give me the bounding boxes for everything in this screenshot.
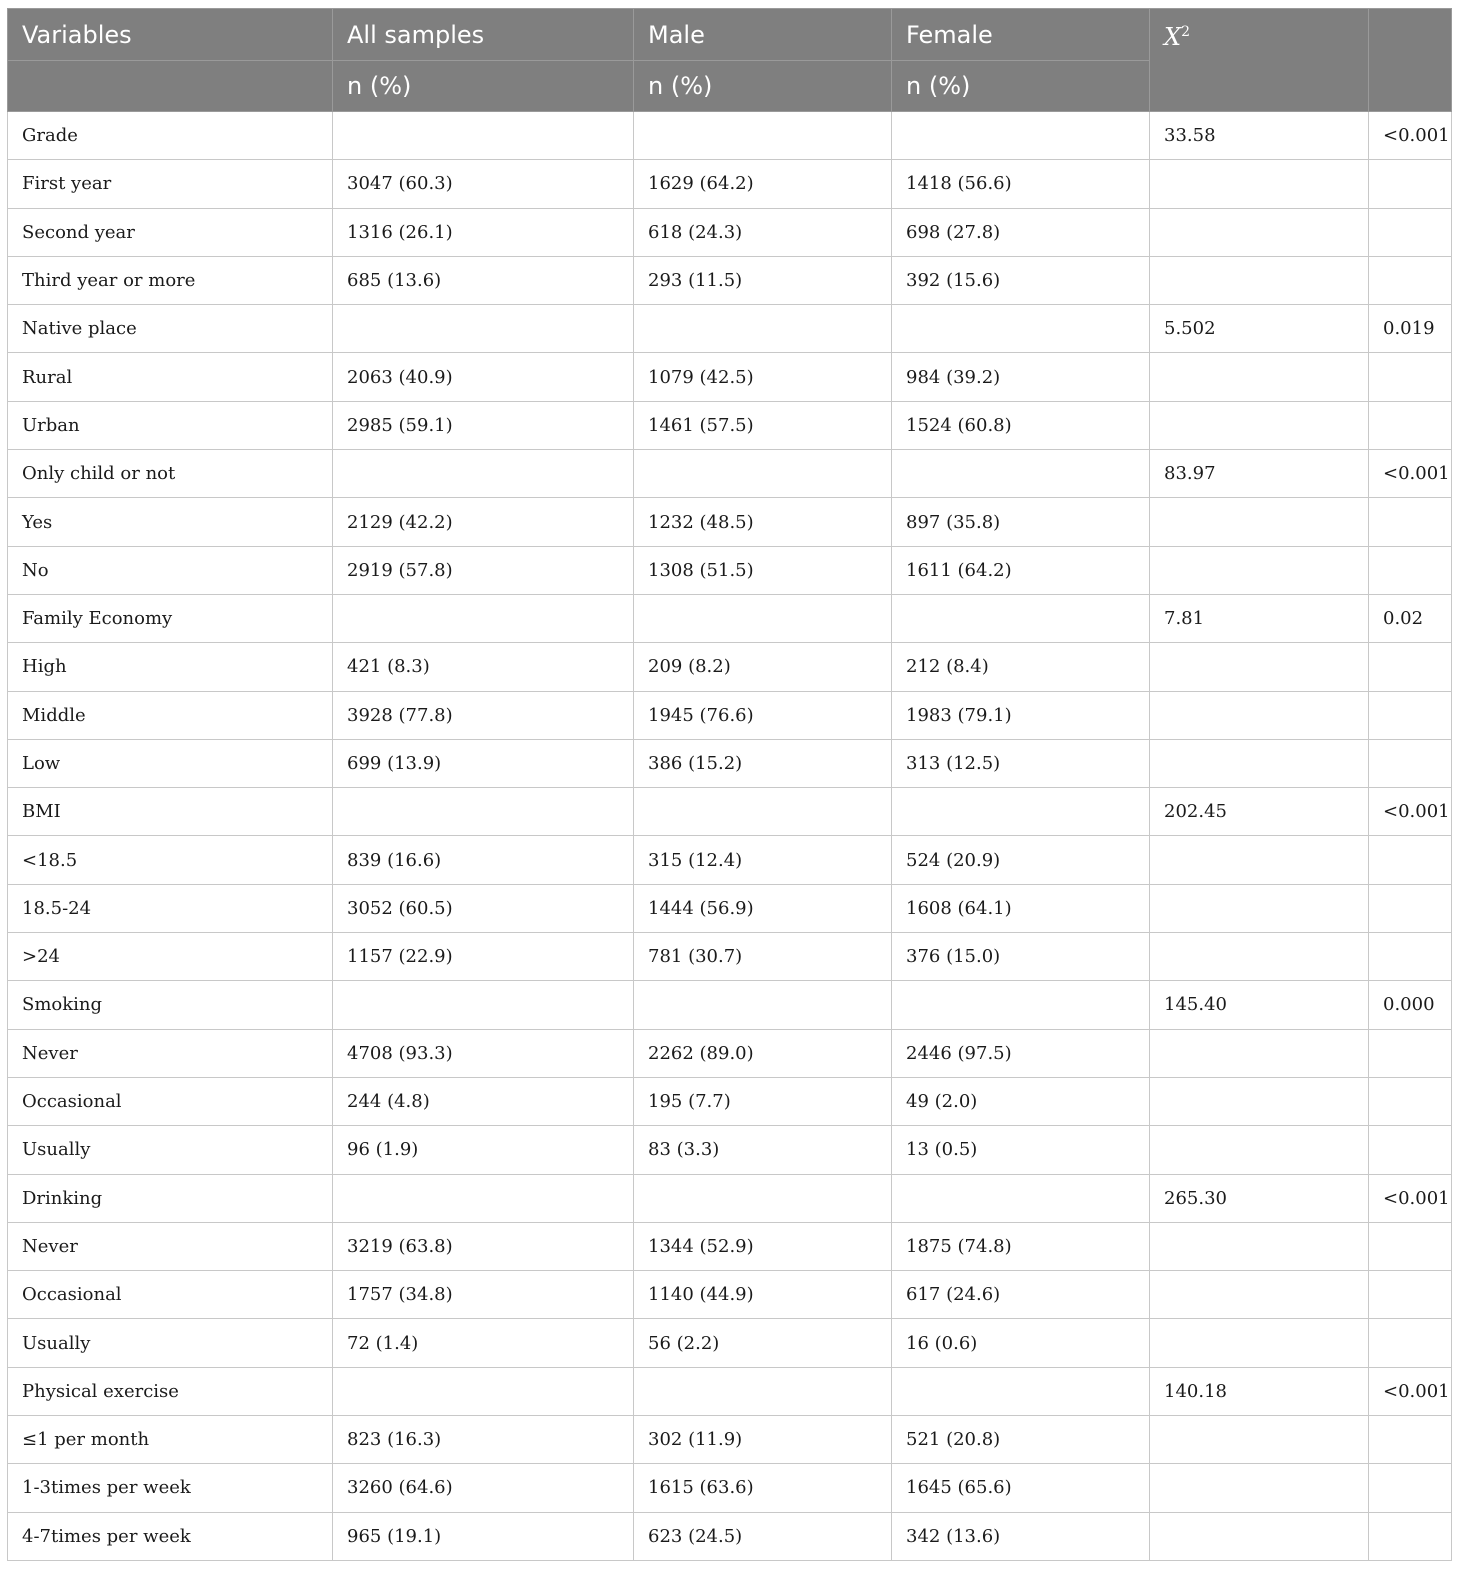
p-value-cell [1369,739,1452,787]
variable-cell: 1-3times per week [8,1464,333,1512]
table-header [8,9,1452,112]
all-samples-cell: 685 (13.6) [333,256,634,304]
header-variables: Variables [8,9,333,61]
female-cell [892,594,1150,642]
variable-cell: Grade [8,112,333,160]
all-samples-cell: 3928 (77.8) [333,691,634,739]
variable-cell: Usually [8,1126,333,1174]
male-cell: 1615 (63.6) [634,1464,892,1512]
header-all-samples-unit: n (%) [333,61,634,112]
all-samples-cell: 699 (13.9) [333,739,634,787]
female-cell: 521 (20.8) [892,1416,1150,1464]
all-samples-cell: 1157 (22.9) [333,933,634,981]
chi-square-cell [1150,1222,1369,1270]
male-cell [634,981,892,1029]
table-row [8,1029,1452,1077]
variable-cell: Smoking [8,981,333,1029]
female-cell [892,450,1150,498]
chi-square-cell [1150,1512,1369,1560]
p-value-cell [1369,1512,1452,1560]
all-samples-cell [333,1174,634,1222]
male-cell: 1140 (44.9) [634,1271,892,1319]
chi-square-cell [1150,643,1369,691]
female-cell [892,981,1150,1029]
chi-square-superscript: 2 [1181,24,1191,40]
table-row [8,884,1452,932]
table-row [8,1319,1452,1367]
table-row [8,1367,1452,1415]
female-cell: 16 (0.6) [892,1319,1150,1367]
chi-square-cell: 33.58 [1150,112,1369,160]
female-cell: 376 (15.0) [892,933,1150,981]
male-cell: 618 (24.3) [634,208,892,256]
all-samples-cell: 1316 (26.1) [333,208,634,256]
header-chi-square [1150,9,1369,112]
table-row [8,305,1452,353]
variable-cell: ≤1 per month [8,1416,333,1464]
all-samples-cell: 2985 (59.1) [333,401,634,449]
all-samples-cell [333,112,634,160]
variable-cell: High [8,643,333,691]
table-row [8,691,1452,739]
p-value-cell: 0.000 [1369,981,1452,1029]
table-row [8,401,1452,449]
table-row [8,1077,1452,1125]
male-cell: 1079 (42.5) [634,353,892,401]
table-row [8,1512,1452,1560]
variable-cell: Urban [8,401,333,449]
all-samples-cell: 3047 (60.3) [333,160,634,208]
table-row [8,112,1452,160]
chi-square-cell [1150,401,1369,449]
table-row [8,739,1452,787]
all-samples-cell [333,1367,634,1415]
variable-cell: Low [8,739,333,787]
p-value-cell [1369,498,1452,546]
male-cell: 1308 (51.5) [634,546,892,594]
variable-cell: Occasional [8,1271,333,1319]
table-row [8,1126,1452,1174]
all-samples-cell: 3219 (63.8) [333,1222,634,1270]
chi-square-cell: 140.18 [1150,1367,1369,1415]
table-row [8,643,1452,691]
table-row [8,160,1452,208]
female-cell [892,788,1150,836]
table-row [8,1271,1452,1319]
chi-square-cell [1150,1077,1369,1125]
chi-square-cell [1150,1319,1369,1367]
all-samples-cell: 2919 (57.8) [333,546,634,594]
p-value-cell [1369,1319,1452,1367]
male-cell [634,112,892,160]
all-samples-cell: 4708 (93.3) [333,1029,634,1077]
female-cell: 1418 (56.6) [892,160,1150,208]
p-value-cell [1369,1029,1452,1077]
variable-cell: Occasional [8,1077,333,1125]
female-cell: 1611 (64.2) [892,546,1150,594]
p-value-cell: <0.001 [1369,112,1452,160]
chi-square-cell [1150,691,1369,739]
table-row [8,933,1452,981]
p-value-cell [1369,691,1452,739]
male-cell: 623 (24.5) [634,1512,892,1560]
female-cell: 13 (0.5) [892,1126,1150,1174]
p-value-cell [1369,1222,1452,1270]
all-samples-cell: 2129 (42.2) [333,498,634,546]
variable-cell: Never [8,1222,333,1270]
male-cell: 209 (8.2) [634,643,892,691]
chi-square-cell [1150,208,1369,256]
header-male: Male [634,9,892,61]
table-row [8,450,1452,498]
p-value-cell [1369,1464,1452,1512]
header-p-value [1369,9,1452,112]
chi-square-cell [1150,1126,1369,1174]
chi-square-cell: 83.97 [1150,450,1369,498]
all-samples-cell: 3052 (60.5) [333,884,634,932]
p-value-cell [1369,208,1452,256]
variable-cell: 18.5-24 [8,884,333,932]
female-cell [892,305,1150,353]
all-samples-cell [333,450,634,498]
chi-square-cell [1150,1416,1369,1464]
p-value-cell [1369,836,1452,884]
variable-cell: Yes [8,498,333,546]
female-cell: 617 (24.6) [892,1271,1150,1319]
p-value-cell [1369,353,1452,401]
p-value-cell: <0.001 [1369,450,1452,498]
p-value-cell [1369,160,1452,208]
female-cell: 524 (20.9) [892,836,1150,884]
p-value-cell [1369,256,1452,304]
male-cell [634,594,892,642]
female-cell: 49 (2.0) [892,1077,1150,1125]
table-row [8,256,1452,304]
chi-square-cell [1150,1271,1369,1319]
female-cell: 984 (39.2) [892,353,1150,401]
male-cell: 1232 (48.5) [634,498,892,546]
table-row [8,788,1452,836]
table-body [8,112,1452,1561]
male-cell: 302 (11.9) [634,1416,892,1464]
variable-cell: Usually [8,1319,333,1367]
variable-cell: 4-7times per week [8,1512,333,1560]
p-value-cell [1369,546,1452,594]
all-samples-cell: 965 (19.1) [333,1512,634,1560]
male-cell: 56 (2.2) [634,1319,892,1367]
chi-square-cell [1150,1029,1369,1077]
female-cell [892,112,1150,160]
chi-square-cell [1150,498,1369,546]
chi-square-cell [1150,160,1369,208]
all-samples-cell: 96 (1.9) [333,1126,634,1174]
male-cell: 1629 (64.2) [634,160,892,208]
female-cell: 392 (15.6) [892,256,1150,304]
p-value-cell [1369,643,1452,691]
header-male-unit: n (%) [634,61,892,112]
table-row [8,594,1452,642]
all-samples-cell: 823 (16.3) [333,1416,634,1464]
all-samples-cell [333,788,634,836]
header-female-unit: n (%) [892,61,1150,112]
p-value-cell [1369,1077,1452,1125]
chi-square-cell: 202.45 [1150,788,1369,836]
header-female: Female [892,9,1150,61]
male-cell: 781 (30.7) [634,933,892,981]
female-cell: 342 (13.6) [892,1512,1150,1560]
variable-cell: Second year [8,208,333,256]
table-row [8,981,1452,1029]
variable-cell: Native place [8,305,333,353]
variable-cell: No [8,546,333,594]
female-cell: 1875 (74.8) [892,1222,1150,1270]
chi-square-cell [1150,884,1369,932]
chi-square-symbol: X [1164,23,1182,51]
chi-square-cell [1150,353,1369,401]
female-cell: 313 (12.5) [892,739,1150,787]
female-cell: 1645 (65.6) [892,1464,1150,1512]
table-row [8,208,1452,256]
variable-cell: Family Economy [8,594,333,642]
table-row [8,1222,1452,1270]
all-samples-cell [333,981,634,1029]
male-cell: 2262 (89.0) [634,1029,892,1077]
all-samples-cell: 2063 (40.9) [333,353,634,401]
all-samples-cell: 72 (1.4) [333,1319,634,1367]
chi-square-cell [1150,739,1369,787]
all-samples-cell [333,305,634,353]
p-value-cell [1369,1126,1452,1174]
variable-cell: First year [8,160,333,208]
chi-square-cell: 7.81 [1150,594,1369,642]
header-all-samples: All samples [333,9,634,61]
female-cell [892,1367,1150,1415]
female-cell: 1524 (60.8) [892,401,1150,449]
male-cell [634,305,892,353]
table-row [8,836,1452,884]
all-samples-cell: 244 (4.8) [333,1077,634,1125]
chi-square-cell [1150,546,1369,594]
data-table [7,8,1452,1561]
male-cell: 315 (12.4) [634,836,892,884]
female-cell [892,1174,1150,1222]
p-value-cell: 0.02 [1369,594,1452,642]
variable-cell: >24 [8,933,333,981]
male-cell: 1945 (76.6) [634,691,892,739]
p-value-cell [1369,1271,1452,1319]
all-samples-cell: 1757 (34.8) [333,1271,634,1319]
variable-cell: Never [8,1029,333,1077]
p-value-cell: 0.019 [1369,305,1452,353]
all-samples-cell [333,594,634,642]
female-cell: 212 (8.4) [892,643,1150,691]
variable-cell: Middle [8,691,333,739]
male-cell [634,1367,892,1415]
all-samples-cell: 839 (16.6) [333,836,634,884]
table-row [8,353,1452,401]
variable-cell: Rural [8,353,333,401]
male-cell: 386 (15.2) [634,739,892,787]
male-cell: 83 (3.3) [634,1126,892,1174]
all-samples-cell: 421 (8.3) [333,643,634,691]
chi-square-cell [1150,1464,1369,1512]
male-cell: 293 (11.5) [634,256,892,304]
female-cell: 698 (27.8) [892,208,1150,256]
chi-square-cell [1150,836,1369,884]
male-cell [634,450,892,498]
variable-cell: Only child or not [8,450,333,498]
p-value-cell [1369,401,1452,449]
variable-cell: <18.5 [8,836,333,884]
table-row [8,1464,1452,1512]
male-cell [634,1174,892,1222]
table-row [8,1174,1452,1222]
chi-square-cell: 145.40 [1150,981,1369,1029]
p-value-cell [1369,884,1452,932]
male-cell: 195 (7.7) [634,1077,892,1125]
male-cell: 1344 (52.9) [634,1222,892,1270]
chi-square-cell [1150,933,1369,981]
table-row [8,498,1452,546]
variable-cell: Physical exercise [8,1367,333,1415]
female-cell: 897 (35.8) [892,498,1150,546]
male-cell: 1444 (56.9) [634,884,892,932]
male-cell: 1461 (57.5) [634,401,892,449]
p-value-cell: <0.001 [1369,1174,1452,1222]
variable-cell: Third year or more [8,256,333,304]
table-row [8,1416,1452,1464]
male-cell [634,788,892,836]
chi-square-cell: 265.30 [1150,1174,1369,1222]
p-value-cell [1369,933,1452,981]
variable-cell: Drinking [8,1174,333,1222]
p-value-cell: <0.001 [1369,788,1452,836]
female-cell: 2446 (97.5) [892,1029,1150,1077]
female-cell: 1608 (64.1) [892,884,1150,932]
variable-cell: BMI [8,788,333,836]
table-row [8,546,1452,594]
female-cell: 1983 (79.1) [892,691,1150,739]
p-value-cell [1369,1416,1452,1464]
p-value-cell: <0.001 [1369,1367,1452,1415]
chi-square-cell [1150,256,1369,304]
header-variables-sub [8,61,333,112]
all-samples-cell: 3260 (64.6) [333,1464,634,1512]
chi-square-cell: 5.502 [1150,305,1369,353]
